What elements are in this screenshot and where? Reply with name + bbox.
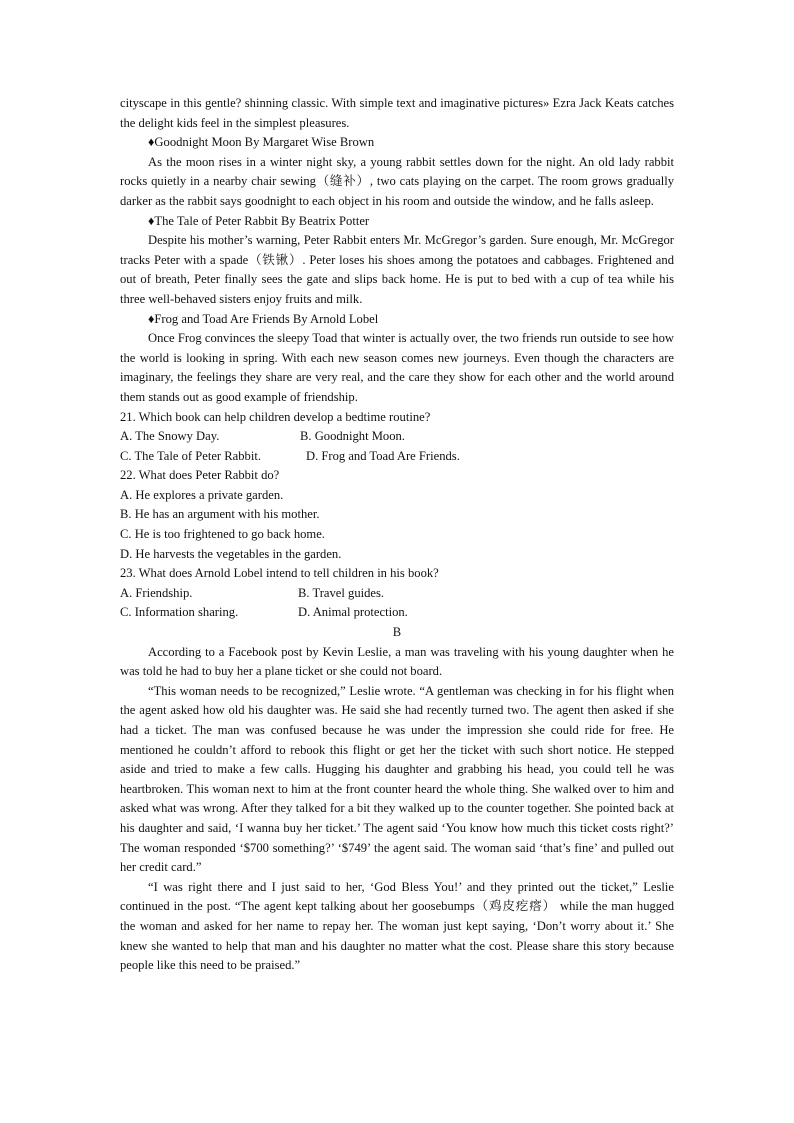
question-23: 23. What does Arnold Lobel intend to tell children in his book? (120, 566, 439, 581)
option-22-a: A. He explores a private garden. (120, 487, 284, 502)
question-23-options-row-1 (120, 584, 674, 604)
book-title-goodnight-moon: ♦Goodnight Moon By Margaret Wise Brown (148, 135, 375, 150)
paragraph-goodnight-moon: As the moon rises in a winter night sky, a young rabbit settles down for the night. An old lady rabbit rocks quietly in a nearby chair sewing（缝补）, two cats playing on the carpet. The room grows gradually darker as the rabbit says goodnight to each object in his room and outside the window, and he falls asleep. (120, 154, 674, 208)
book-title-peter-rabbit: ♦The Tale of Peter Rabbit By Beatrix Potter (148, 213, 370, 228)
question-23-options-row-2 (120, 603, 674, 623)
question-21-options-row-2 (120, 447, 674, 467)
paragraph-peter-rabbit: Despite his mother’s warning, Peter Rabbit enters Mr. McGregor’s garden. Sure enough, Mr. McGregor tracks Peter with a spade（铁锹）. Peter loses his shoes among the potatoes and cabbages. Frightened and out of breath, Peter finally sees the gate and slips back home. He is put to bed with a cup of tea while his three well-behaved sisters enjoy fruits and milk. (120, 233, 674, 306)
option-23-c: C. Information sharing. (120, 605, 239, 620)
option-22-c: C. He is too frightened to go back home. (120, 527, 325, 542)
option-21-d: D. Frog and Toad Are Friends. (306, 448, 460, 463)
question-21: 21. Which book can help children develop a bedtime routine? (120, 409, 431, 424)
paragraph-b-3: “I was right there and I just said to her, ‘God Bless You!’ and they printed out the ticket,” Leslie continued in the post. “The agent kept talking about her goosebumps（鸡皮疙瘩） while the man hugged the woman and asked for her name to repay her. The woman just kept saying, ‘Don’t worry about it.’ She knew she wanted to help that man and his daughter no matter what the cost. Please share this story because people like this need to be praised.” (120, 879, 674, 973)
option-21-b: B. Goodnight Moon. (300, 429, 405, 444)
paragraph-b-2: “This woman needs to be recognized,” Leslie wrote. “A gentleman was checking in for his flight when the agent asked how old his daughter was. He said she had recently turned two. The agent then asked if she had a ticket. The man was confused because he was under the impression she could ride for free. He mentioned he couldn’t afford to rebook this flight or get her the ticket with such short notice. He stepped aside and tried to make a few calls. Hugging his daughter and grabbing his head, you could tell he was heartbroken. This woman next to him at the front counter heard the whole thing. She walked over to him and asked what was wrong. After they talked for a bit they walked up to the counter together. She pointed back at his daughter and said, ‘I wanna buy her ticket.’ The agent said ‘You know how much this ticket costs right?’ The woman responded ‘$700 something?’ ‘$749’ the agent said. The woman said ‘that’s fine’ and pulled out her credit card.” (120, 683, 674, 875)
option-23-d: D. Animal protection. (298, 605, 408, 620)
question-22: 22. What does Peter Rabbit do? (120, 468, 280, 483)
option-22-d: D. He harvests the vegetables in the garden. (120, 546, 342, 561)
book-title-frog-and-toad: ♦Frog and Toad Are Friends By Arnold Lobel (148, 311, 379, 326)
document-page (120, 94, 674, 976)
paragraph-frog-and-toad: Once Frog convinces the sleepy Toad that winter is actually over, the two friends run outside to see how the world is looking in spring. With each new season comes new journeys. Even though the characters are imaginary, the feelings they share are very real, and the care they show for each other and the world around them stands out as good example of friendship. (120, 331, 674, 404)
question-21-options-row-1 (120, 427, 674, 447)
section-heading-b: B (392, 625, 402, 640)
option-21-a: A. The Snowy Day. (120, 429, 220, 444)
option-22-b: B. He has an argument with his mother. (120, 507, 320, 522)
paragraph-b-1: According to a Facebook post by Kevin Leslie, a man was traveling with his young daughter when he was told he had to buy her a plane ticket or she could not board. (120, 644, 674, 679)
paragraph-snowy-day-end: cityscape in this gentle? shinning classic. With simple text and imaginative pictures» Ezra Jack Keats catches the delight kids feel in the simplest pleasures. (120, 96, 674, 130)
option-21-c: C. The Tale of Peter Rabbit. (120, 448, 262, 463)
option-23-b: B. Travel guides. (298, 585, 385, 600)
option-23-a: A. Friendship. (120, 585, 193, 600)
